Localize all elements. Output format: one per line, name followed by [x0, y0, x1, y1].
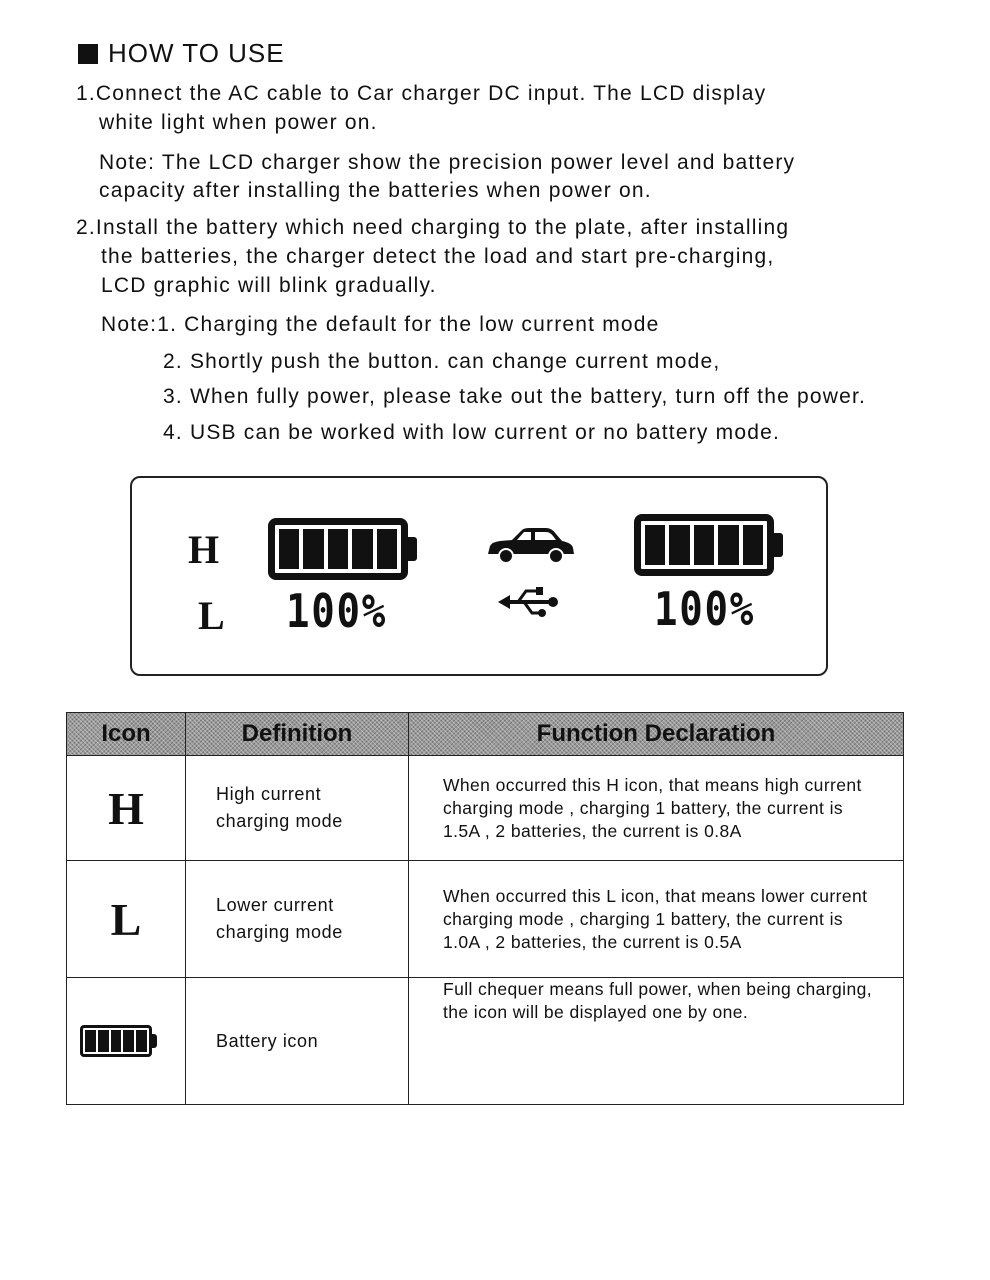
icon-cell [67, 978, 186, 1105]
square-bullet-icon [78, 44, 98, 64]
step-2-line-3: LCD graphic will blink gradually. [101, 274, 437, 297]
step-2-line-1: 2.Install the battery which need charging to the plate, after installing [76, 216, 790, 239]
battery-cell [111, 1030, 122, 1052]
car-icon [484, 526, 576, 566]
header-icon: Icon [67, 713, 186, 756]
icon-cell [67, 756, 186, 861]
battery-cell [352, 529, 372, 569]
function-line: charging mode , charging 1 battery, the current is [443, 797, 844, 818]
step-1-line-1: 1.Connect the AC cable to Car charger DC input. The LCD display [76, 82, 767, 105]
definition-line: charging mode [216, 811, 343, 831]
function-line: When occurred this L icon, that means lower current [443, 885, 868, 906]
lcd-display-panel [130, 476, 828, 676]
battery-terminal [408, 537, 417, 561]
battery-terminal [774, 533, 783, 557]
battery-cell [136, 1030, 147, 1052]
function-line: When occurred this H icon, that means high current [443, 774, 862, 795]
battery-icon [268, 518, 408, 580]
battery-cell [279, 529, 299, 569]
definition-cell [186, 756, 409, 861]
table-header-row [67, 713, 904, 756]
step-2-note-2: 2. Shortly push the button. can change current mode, [163, 350, 721, 373]
battery-cell [98, 1030, 109, 1052]
table-row [67, 756, 904, 861]
step-2-note-1: Note:1. Charging the default for the low current mode [101, 313, 660, 336]
battery-cell [743, 525, 763, 565]
battery-cell [85, 1030, 96, 1052]
definition-line: charging mode [216, 922, 343, 942]
battery-icon [634, 514, 774, 576]
icon-cell [67, 861, 186, 978]
step-2-note-3: 3. When fully power, please take out the battery, turn off the power. [163, 385, 867, 408]
battery-cell [303, 529, 323, 569]
lcd-l-label: L [198, 593, 225, 638]
step-2-note-4: 4. USB can be worked with low current or no battery mode. [163, 421, 780, 444]
header-definition: Definition [186, 713, 409, 756]
section-title: HOW TO USE [108, 38, 285, 68]
function-cell [409, 756, 904, 861]
battery-icon [80, 1025, 160, 1057]
step-1-note-line-2: capacity after installing the batteries when power on. [99, 179, 652, 202]
l-icon: L [110, 893, 142, 945]
battery-cell [645, 525, 665, 565]
battery-cell [377, 529, 397, 569]
step-2-line-2: the batteries, the charger detect the load and start pre-charging, [101, 245, 775, 268]
h-icon: H [108, 782, 144, 834]
function-cell [409, 978, 904, 1105]
function-line: 1.5A , 2 batteries, the current is 0.8A [443, 820, 742, 841]
function-line: charging mode , charging 1 battery, the current is [443, 908, 844, 929]
lcd-h-label: H [188, 527, 220, 572]
battery-cell [328, 529, 348, 569]
lcd-left-percent: 100% [286, 584, 387, 638]
battery-cell [718, 525, 738, 565]
step-1-line-2: white light when power on. [99, 111, 378, 134]
definition-line: Battery icon [216, 1030, 319, 1051]
function-line: Full chequer means full power, when being charging, [443, 979, 872, 999]
section-heading [78, 38, 285, 69]
function-line: 1.0A , 2 batteries, the current is 0.5A [443, 931, 742, 952]
lcd-right-percent: 100% [654, 582, 755, 636]
battery-cell [669, 525, 689, 565]
table-row [67, 861, 904, 978]
battery-cell [123, 1030, 134, 1052]
usb-icon [496, 586, 560, 618]
function-cell [409, 861, 904, 978]
definition-cell [186, 861, 409, 978]
function-line: the icon will be displayed one by one. [443, 1002, 749, 1022]
step-1-note-line-1: Note: The LCD charger show the precision power level and battery [99, 151, 796, 174]
battery-terminal [152, 1034, 157, 1048]
definition-cell [186, 978, 409, 1105]
icon-definition-table [66, 712, 904, 1105]
header-function: Function Declaration [409, 713, 904, 756]
battery-cell [694, 525, 714, 565]
definition-line: High current [216, 784, 322, 804]
definition-line: Lower current [216, 895, 334, 915]
table-row [67, 978, 904, 1105]
